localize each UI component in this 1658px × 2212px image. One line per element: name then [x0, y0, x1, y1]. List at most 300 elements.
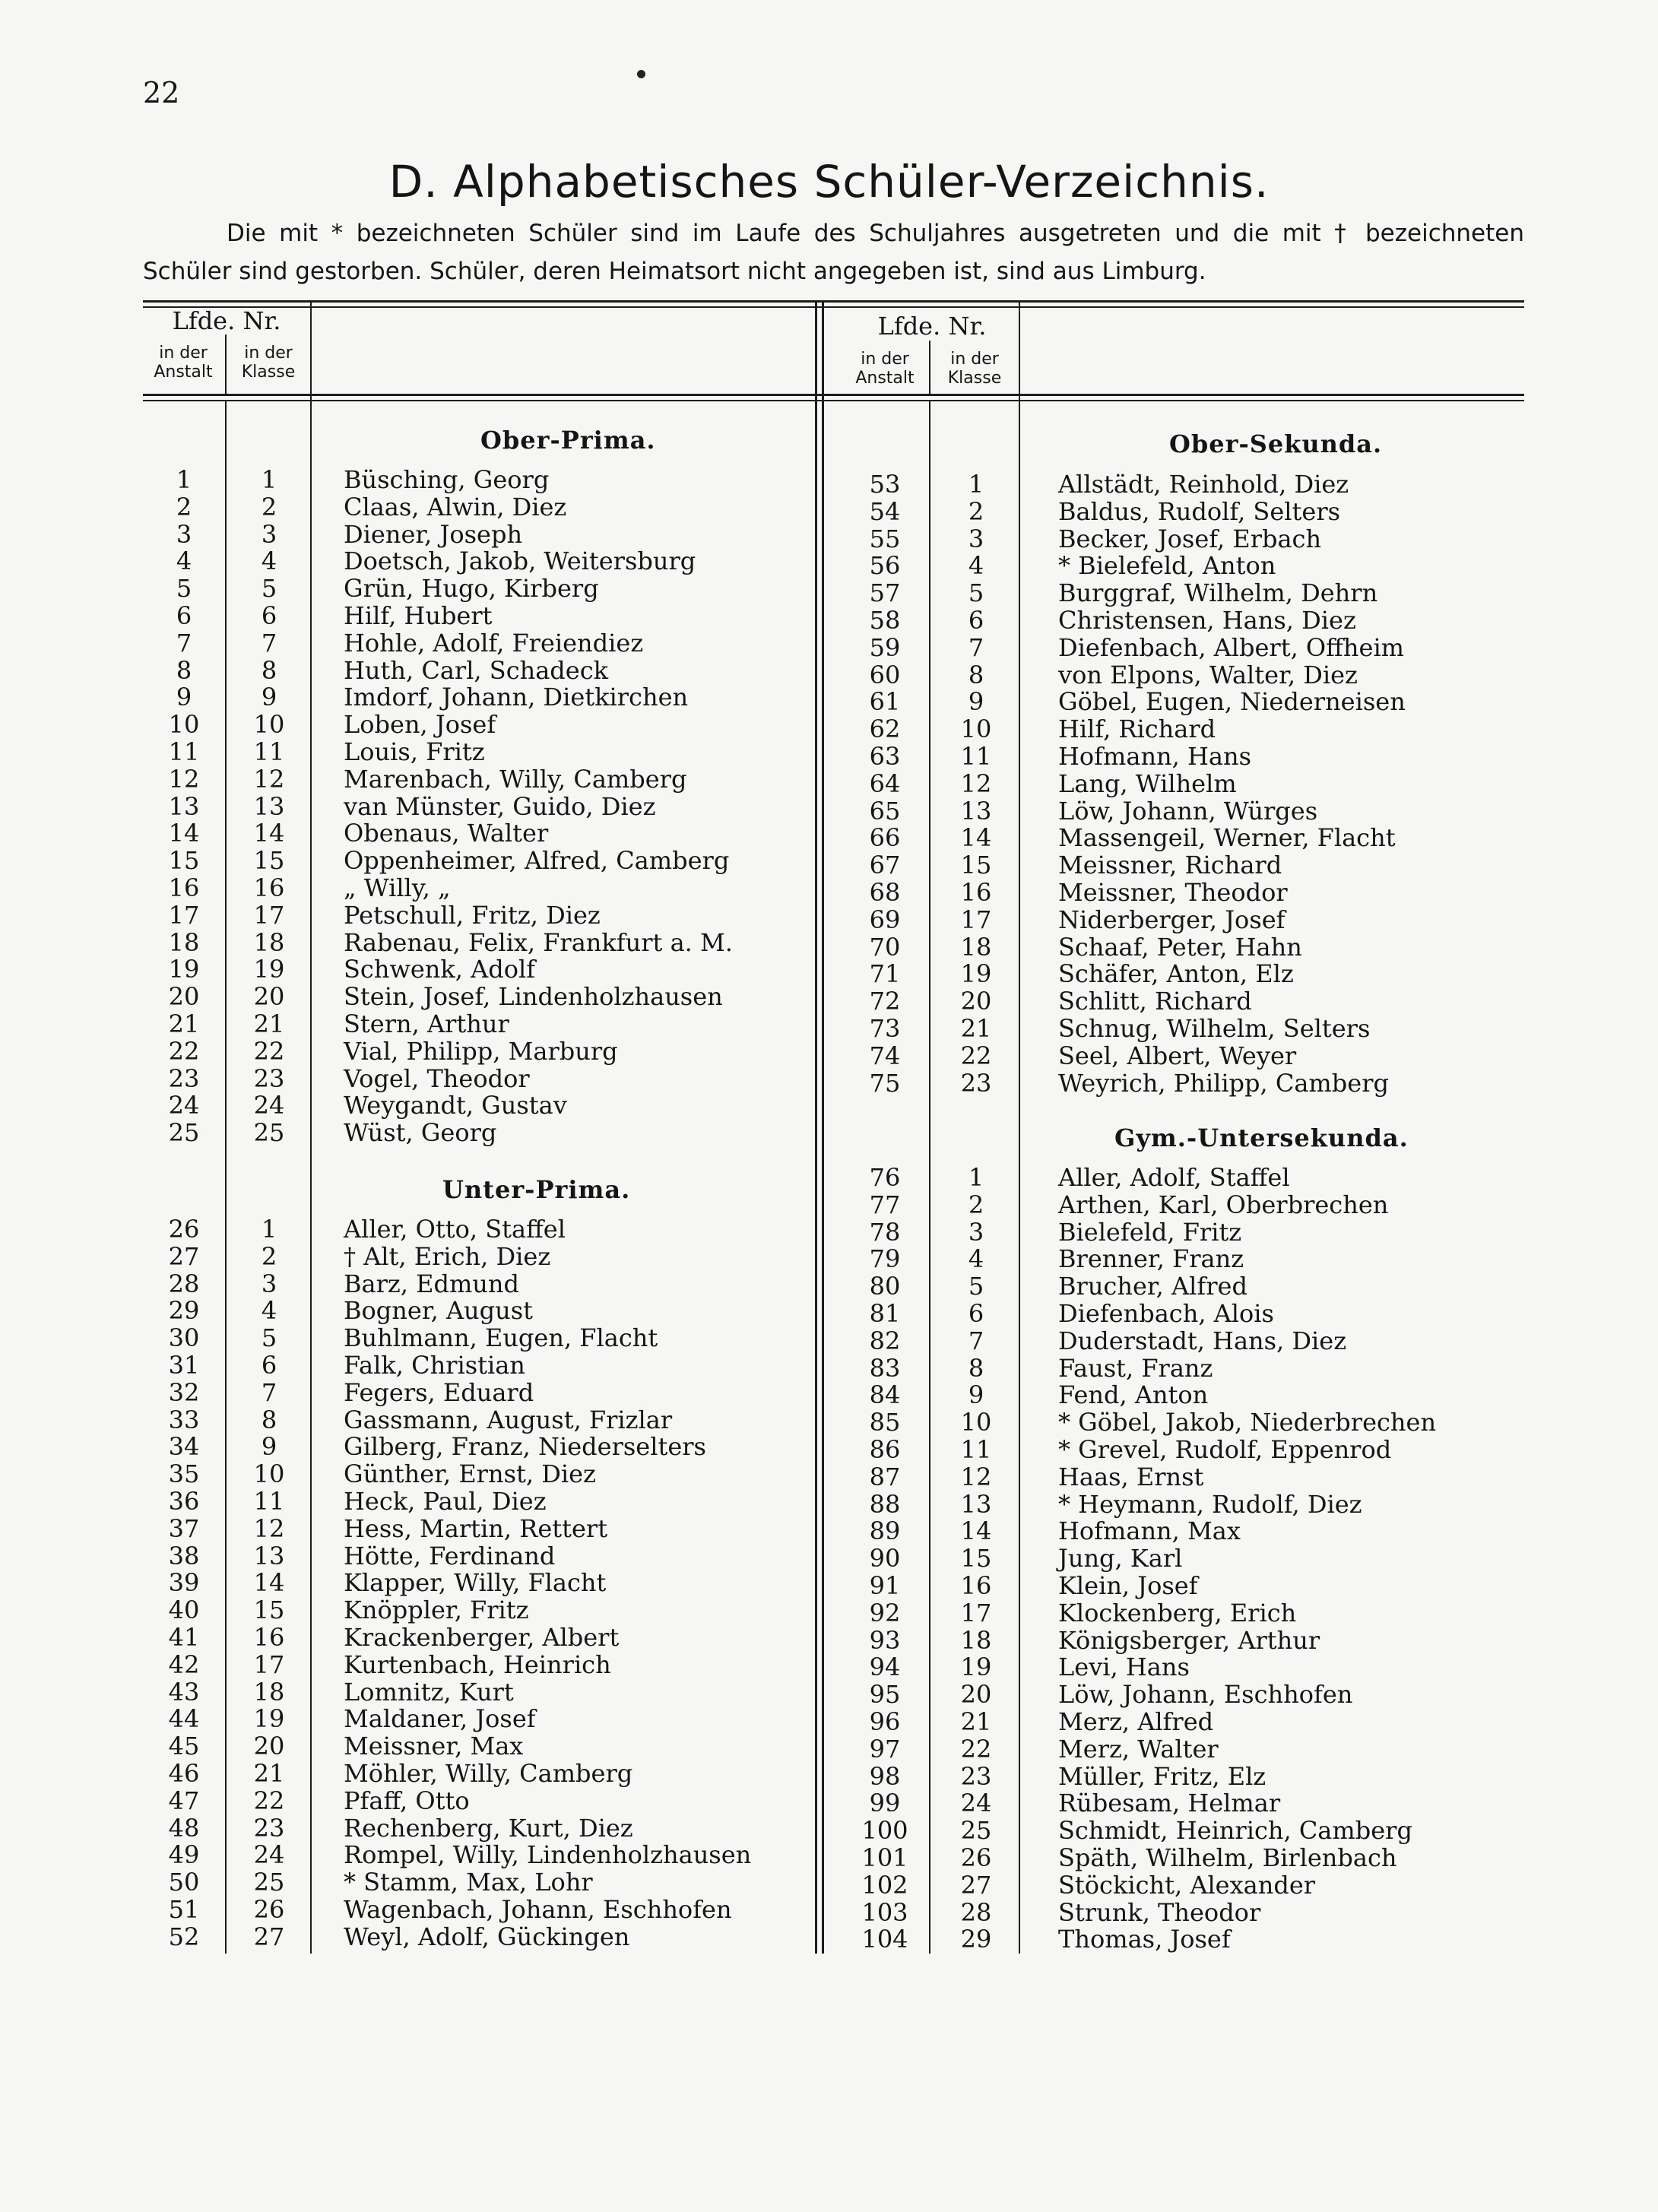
student-name: Fend, Anton [1058, 1380, 1209, 1410]
klasse-number: 2 [261, 492, 277, 521]
anstalt-number: 97 [869, 1734, 901, 1764]
student-name: Diefenbach, Albert, Offheim [1058, 632, 1405, 662]
klasse-number: 7 [968, 632, 984, 662]
klasse-number: 25 [253, 1118, 285, 1148]
anstalt-number: 103 [861, 1897, 908, 1927]
klasse-number: 1 [968, 470, 984, 499]
student-name: Göbel, Eugen, Niederneisen [1058, 687, 1406, 717]
anstalt-number: 55 [869, 524, 901, 553]
klasse-number: 20 [960, 987, 992, 1016]
klasse-number: 8 [968, 1353, 984, 1383]
anstalt-number: 51 [168, 1895, 200, 1924]
table-top-rule [143, 300, 1524, 303]
student-name: von Elpons, Walter, Diez [1058, 660, 1358, 689]
student-name: Becker, Josef, Erbach [1058, 524, 1322, 553]
intro-text: Die mit * bezeichneten Schüler sind im Laufe des Schuljahres ausgetreten und die mit † bezeichneten Schüler sind gestorben. Schüler, deren Heimatsort nicht angegeben ist, sind aus Limburg. [143, 220, 1524, 285]
klasse-number: 9 [968, 687, 984, 717]
student-name: Meissner, Richard [1058, 851, 1282, 880]
klasse-number: 14 [253, 1568, 285, 1598]
klasse-number: 14 [960, 823, 992, 853]
anstalt-number: 101 [861, 1843, 908, 1872]
student-name: Merz, Walter [1058, 1734, 1219, 1764]
klasse-number: 6 [261, 1351, 277, 1380]
klasse-number: 22 [253, 1036, 285, 1066]
anstalt-number: 46 [168, 1759, 200, 1788]
student-name: Arthen, Karl, Oberbrechen [1058, 1190, 1389, 1219]
anstalt-number: 45 [168, 1732, 200, 1761]
anstalt-number: 61 [869, 687, 901, 717]
anstalt-number: 88 [869, 1489, 901, 1519]
student-name: van Münster, Guido, Diez [344, 791, 656, 821]
anstalt-number: 35 [168, 1459, 200, 1489]
klasse-number: 17 [960, 905, 992, 934]
anstalt-number: 17 [168, 900, 200, 930]
klasse-number: 12 [960, 768, 992, 798]
student-name: Schaaf, Peter, Hahn [1058, 932, 1302, 962]
col-divider-right [929, 341, 930, 394]
student-name: Marenbach, Willy, Camberg [344, 764, 687, 794]
table-top-rule-2 [143, 306, 1524, 308]
anstalt-number: 82 [869, 1326, 901, 1355]
anstalt-number: 8 [176, 655, 192, 685]
anstalt-number: 43 [168, 1677, 200, 1707]
klasse-number: 20 [253, 1732, 285, 1761]
klasse-number: 4 [261, 547, 277, 576]
klasse-number: 5 [261, 1323, 277, 1353]
anstalt-number: 1 [176, 465, 192, 494]
klasse-number: 7 [261, 1377, 277, 1407]
anstalt-number: 3 [176, 519, 192, 549]
student-name: Gilberg, Franz, Niederselters [344, 1432, 706, 1462]
klasse-number: 12 [960, 1462, 992, 1491]
klasse-number: 19 [960, 1653, 992, 1682]
anstalt-number: 5 [176, 574, 192, 604]
klasse-number: 21 [253, 1009, 285, 1038]
student-name: * Heymann, Rudolf, Diez [1058, 1489, 1362, 1519]
klasse-number: 27 [960, 1870, 992, 1900]
anstalt-number: 102 [861, 1870, 908, 1900]
anstalt-number: 27 [168, 1241, 200, 1271]
klasse-number: 2 [968, 496, 984, 526]
anstalt-number: 39 [168, 1568, 200, 1598]
student-name: Pfaff, Otto [344, 1786, 470, 1815]
klasse-header-left: in der Klasse [241, 344, 296, 382]
student-name: Meissner, Max [344, 1732, 524, 1761]
student-name: Schmidt, Heinrich, Camberg [1058, 1816, 1412, 1846]
anstalt-number: 7 [176, 628, 192, 658]
klasse-number: 8 [968, 660, 984, 689]
student-name: Weygandt, Gustav [344, 1091, 567, 1120]
student-name: Brucher, Alfred [1058, 1272, 1247, 1301]
student-name: Burggraf, Wilhelm, Dehrn [1058, 578, 1378, 608]
header-bottom-rule [143, 394, 1524, 396]
anstalt-number: 100 [861, 1816, 908, 1846]
section-title: Ober-Prima. [480, 426, 656, 455]
anstalt-number: 93 [869, 1625, 901, 1655]
klasse-number: 16 [960, 878, 992, 907]
klasse-number: 5 [968, 1272, 984, 1301]
student-name: Aller, Otto, Staffel [344, 1215, 566, 1244]
klasse-number: 20 [960, 1680, 992, 1710]
lfde-nr-header-right: Lfde. Nr. [877, 312, 987, 341]
anstalt-number: 28 [168, 1269, 200, 1298]
anstalt-number: 2 [176, 492, 192, 521]
anstalt-number: 57 [869, 578, 901, 608]
student-name: Levi, Hans [1058, 1653, 1190, 1682]
klasse-number: 10 [960, 715, 992, 744]
klasse-number: 7 [261, 628, 277, 658]
klasse-number: 4 [968, 1244, 984, 1274]
anstalt-number: 25 [168, 1118, 200, 1148]
student-name: * Bielefeld, Anton [1058, 551, 1276, 581]
student-name: Weyrich, Philipp, Camberg [1058, 1068, 1389, 1098]
student-name: Louis, Fritz [344, 737, 485, 766]
student-name: Lomnitz, Kurt [344, 1677, 514, 1707]
klasse-number: 20 [253, 982, 285, 1012]
klasse-number: 3 [261, 519, 277, 549]
klasse-number: 21 [960, 1014, 992, 1043]
student-name: Löw, Johann, Würges [1058, 796, 1318, 826]
anstalt-number: 44 [168, 1704, 200, 1734]
klasse-number: 16 [960, 1571, 992, 1600]
klasse-number: 11 [253, 737, 285, 766]
anstalt-number: 4 [176, 547, 192, 576]
klasse-number: 9 [968, 1380, 984, 1410]
anstalt-number: 49 [168, 1840, 200, 1870]
klasse-number: 26 [960, 1843, 992, 1872]
student-name: Maldaner, Josef [344, 1704, 536, 1734]
anstalt-number: 52 [168, 1922, 200, 1951]
klasse-number: 26 [253, 1895, 285, 1924]
klasse-number: 1 [261, 465, 277, 494]
student-name: Klapper, Willy, Flacht [344, 1568, 607, 1598]
anstalt-number: 14 [168, 819, 200, 848]
anstalt-number: 29 [168, 1296, 200, 1326]
student-name: Strunk, Theodor [1058, 1897, 1261, 1927]
student-name: Falk, Christian [344, 1351, 525, 1380]
anstalt-number: 26 [168, 1215, 200, 1244]
anstalt-number: 95 [869, 1680, 901, 1710]
anstalt-number: 78 [869, 1217, 901, 1247]
anstalt-number: 74 [869, 1041, 901, 1070]
anstalt-number: 60 [869, 660, 901, 689]
klasse-number: 22 [960, 1041, 992, 1070]
student-name: Rabenau, Felix, Frankfurt a. M. [344, 927, 733, 957]
klasse-number: 23 [960, 1761, 992, 1791]
student-name: * Grevel, Rudolf, Eppenrod [1058, 1435, 1392, 1464]
student-name: Hilf, Richard [1058, 715, 1216, 744]
student-name: Löw, Johann, Eschhofen [1058, 1680, 1353, 1710]
student-name: Günther, Ernst, Diez [344, 1459, 596, 1489]
klasse-number: 24 [253, 1840, 285, 1870]
student-name: Schnug, Wilhelm, Selters [1058, 1014, 1371, 1043]
student-name: Weyl, Adolf, Gückingen [344, 1922, 630, 1951]
lfde-nr-header-left: Lfde. Nr. [172, 306, 281, 335]
student-name: Oppenheimer, Alfred, Camberg [344, 846, 730, 876]
anstalt-number: 94 [869, 1653, 901, 1682]
klasse-number: 1 [261, 1215, 277, 1244]
student-name: Lang, Wilhelm [1058, 768, 1237, 798]
student-name: Rompel, Willy, Lindenholzhausen [344, 1840, 752, 1870]
student-name: Möhler, Willy, Camberg [344, 1759, 633, 1788]
student-name: Schlitt, Richard [1058, 987, 1252, 1016]
student-name: Thomas, Josef [1058, 1925, 1231, 1954]
anstalt-number: 15 [168, 846, 200, 876]
student-name: Bielefeld, Fritz [1058, 1217, 1242, 1247]
klasse-number: 8 [261, 655, 277, 685]
anstalt-number: 10 [168, 710, 200, 740]
anstalt-number: 37 [168, 1513, 200, 1543]
klasse-number: 6 [968, 606, 984, 635]
klasse-number: 21 [253, 1759, 285, 1788]
anstalt-number: 81 [869, 1299, 901, 1328]
klasse-number: 6 [968, 1299, 984, 1328]
student-name: Niderberger, Josef [1058, 905, 1286, 934]
student-name: Heck, Paul, Diez [344, 1487, 547, 1516]
anstalt-number: 48 [168, 1813, 200, 1843]
anstalt-number: 62 [869, 715, 901, 744]
anstalt-number: 34 [168, 1432, 200, 1462]
student-name: Klockenberg, Erich [1058, 1598, 1297, 1627]
klasse-number: 4 [261, 1296, 277, 1326]
anstalt-number: 73 [869, 1014, 901, 1043]
student-name: Diefenbach, Alois [1058, 1299, 1274, 1328]
klasse-number: 15 [960, 851, 992, 880]
anstalt-number: 71 [869, 959, 901, 989]
col-divider-left-body [225, 401, 227, 1954]
student-name: Gassmann, August, Frizlar [344, 1405, 673, 1434]
student-name: Faust, Franz [1058, 1353, 1213, 1383]
klasse-number: 17 [960, 1598, 992, 1627]
anstalt-number: 75 [869, 1068, 901, 1098]
student-name: Müller, Fritz, Elz [1058, 1761, 1266, 1791]
anstalt-number: 65 [869, 796, 901, 826]
anstalt-number: 58 [869, 606, 901, 635]
col-divider-left [225, 334, 227, 394]
student-name: Barz, Edmund [344, 1269, 519, 1298]
student-name: Claas, Alwin, Diez [344, 492, 567, 521]
col-divider-right-name [1019, 303, 1020, 1954]
student-name: Büsching, Georg [344, 465, 550, 494]
student-name: Schäfer, Anton, Elz [1058, 959, 1294, 989]
anstalt-number: 53 [869, 470, 901, 499]
klasse-number: 12 [253, 764, 285, 794]
student-name: Klein, Josef [1058, 1571, 1198, 1600]
student-name: Knöppler, Fritz [344, 1596, 529, 1625]
anstalt-number: 85 [869, 1408, 901, 1437]
student-name: Stein, Josef, Lindenholzhausen [344, 982, 723, 1012]
klasse-number: 19 [253, 955, 285, 984]
anstalt-number: 92 [869, 1598, 901, 1627]
klasse-number: 23 [960, 1068, 992, 1098]
klasse-number: 3 [261, 1269, 277, 1298]
anstalt-number: 99 [869, 1789, 901, 1818]
klasse-number: 18 [253, 1677, 285, 1707]
anstalt-number: 69 [869, 905, 901, 934]
student-name: Späth, Wilhelm, Birlenbach [1058, 1843, 1397, 1872]
student-name: Schwenk, Adolf [344, 955, 536, 984]
anstalt-number: 96 [869, 1707, 901, 1736]
student-name: Massengeil, Werner, Flacht [1058, 823, 1396, 853]
student-name: Hess, Martin, Rettert [344, 1513, 608, 1543]
klasse-number: 6 [261, 601, 277, 630]
student-name: Vogel, Theodor [344, 1063, 530, 1093]
student-name: Imdorf, Johann, Dietkirchen [344, 683, 689, 712]
anstalt-number: 66 [869, 823, 901, 853]
section-title: Ober-Sekunda. [1169, 429, 1383, 458]
section-title: Gym.-Untersekunda. [1114, 1123, 1409, 1152]
student-name: Brenner, Franz [1058, 1244, 1244, 1274]
klasse-number: 18 [253, 927, 285, 957]
anstalt-number: 64 [869, 768, 901, 798]
anstalt-number: 38 [168, 1541, 200, 1570]
klasse-number: 10 [960, 1408, 992, 1437]
student-name: Grün, Hugo, Kirberg [344, 574, 599, 604]
student-name: Loben, Josef [344, 710, 496, 740]
klasse-number: 4 [968, 551, 984, 581]
student-name: Hilf, Hubert [344, 601, 493, 630]
anstalt-number: 91 [869, 1571, 901, 1600]
anstalt-number: 76 [869, 1163, 901, 1192]
col-divider-left-name [310, 303, 312, 1954]
student-name: Obenaus, Walter [344, 819, 549, 848]
anstalt-number: 9 [176, 683, 192, 712]
section-title: Unter-Prima. [442, 1175, 631, 1204]
klasse-number: 15 [253, 1596, 285, 1625]
student-name: Hohle, Adolf, Freiendiez [344, 628, 644, 658]
klasse-number: 15 [253, 846, 285, 876]
anstalt-number: 50 [168, 1868, 200, 1897]
klasse-number: 29 [960, 1925, 992, 1954]
klasse-number: 11 [960, 742, 992, 771]
student-name: Hofmann, Hans [1058, 742, 1252, 771]
anstalt-number: 77 [869, 1190, 901, 1219]
col-divider-center-2 [822, 303, 824, 1954]
klasse-number: 22 [960, 1734, 992, 1764]
anstalt-number: 21 [168, 1009, 200, 1038]
klasse-number: 24 [253, 1091, 285, 1120]
anstalt-number: 11 [168, 737, 200, 766]
student-name: Haas, Ernst [1058, 1462, 1204, 1491]
anstalt-number: 6 [176, 601, 192, 630]
student-name: Diener, Joseph [344, 519, 523, 549]
klasse-number: 13 [253, 791, 285, 821]
student-name: Rechenberg, Kurt, Diez [344, 1813, 633, 1843]
anstalt-number: 36 [168, 1487, 200, 1516]
anstalt-number: 87 [869, 1462, 901, 1491]
klasse-number: 25 [253, 1868, 285, 1897]
student-name: Duderstadt, Hans, Diez [1058, 1326, 1347, 1355]
student-name: Stern, Arthur [344, 1009, 509, 1038]
anstalt-number: 54 [869, 496, 901, 526]
klasse-number: 2 [261, 1241, 277, 1271]
student-name: Vial, Philipp, Marburg [344, 1036, 618, 1066]
klasse-number: 23 [253, 1813, 285, 1843]
anstalt-number: 22 [168, 1036, 200, 1066]
anstalt-header-left: in der Anstalt [154, 344, 213, 382]
anstalt-number: 13 [168, 791, 200, 821]
klasse-number: 19 [253, 1704, 285, 1734]
anstalt-number: 23 [168, 1063, 200, 1093]
klasse-number: 8 [261, 1405, 277, 1434]
col-divider-right-body [929, 401, 930, 1954]
student-name: Wagenbach, Johann, Eschhofen [344, 1895, 732, 1924]
top-dot [637, 70, 645, 78]
klasse-number: 16 [253, 1623, 285, 1652]
anstalt-number: 24 [168, 1091, 200, 1120]
klasse-number: 9 [261, 683, 277, 712]
anstalt-number: 83 [869, 1353, 901, 1383]
anstalt-number: 30 [168, 1323, 200, 1353]
klasse-number: 16 [253, 873, 285, 902]
anstalt-number: 67 [869, 851, 901, 880]
anstalt-number: 70 [869, 932, 901, 962]
klasse-number: 3 [968, 1217, 984, 1247]
student-name: Allstädt, Reinhold, Diez [1058, 470, 1349, 499]
student-name: Stöckicht, Alexander [1058, 1870, 1316, 1900]
klasse-number: 9 [261, 1432, 277, 1462]
anstalt-number: 41 [168, 1623, 200, 1652]
klasse-number: 21 [960, 1707, 992, 1736]
klasse-number: 14 [960, 1516, 992, 1546]
anstalt-number: 79 [869, 1244, 901, 1274]
klasse-number: 14 [253, 819, 285, 848]
student-name: Jung, Karl [1058, 1544, 1183, 1573]
anstalt-number: 56 [869, 551, 901, 581]
anstalt-number: 80 [869, 1272, 901, 1301]
page-title: D. Alphabetisches Schüler-Verzeichnis. [388, 156, 1270, 208]
student-name: Meissner, Theodor [1058, 878, 1288, 907]
anstalt-number: 20 [168, 982, 200, 1012]
page-number: 22 [143, 76, 180, 109]
klasse-number: 2 [968, 1190, 984, 1219]
klasse-number: 13 [253, 1541, 285, 1570]
student-name: Baldus, Rudolf, Selters [1058, 496, 1341, 526]
student-name: Bogner, August [344, 1296, 534, 1326]
klasse-number: 10 [253, 710, 285, 740]
klasse-number: 15 [960, 1544, 992, 1573]
student-name: Hötte, Ferdinand [344, 1541, 556, 1570]
klasse-number: 1 [968, 1163, 984, 1192]
klasse-number: 13 [960, 1489, 992, 1519]
student-name: Wüst, Georg [344, 1118, 497, 1148]
anstalt-number: 33 [168, 1405, 200, 1434]
header-bottom-rule-2 [143, 400, 1524, 401]
klasse-number: 18 [960, 1625, 992, 1655]
anstalt-number: 68 [869, 878, 901, 907]
klasse-number: 10 [253, 1459, 285, 1489]
student-name: Merz, Alfred [1058, 1707, 1214, 1736]
anstalt-number: 16 [168, 873, 200, 902]
student-name: Seel, Albert, Weyer [1058, 1041, 1297, 1070]
student-name: Petschull, Fritz, Diez [344, 900, 601, 930]
klasse-number: 27 [253, 1922, 285, 1951]
student-name: Buhlmann, Eugen, Flacht [344, 1323, 658, 1353]
anstalt-number: 98 [869, 1761, 901, 1791]
klasse-number: 23 [253, 1063, 285, 1093]
anstalt-number: 90 [869, 1544, 901, 1573]
anstalt-number: 31 [168, 1351, 200, 1380]
klasse-number: 28 [960, 1897, 992, 1927]
student-name: „ Willy, „ [344, 873, 451, 902]
anstalt-number: 12 [168, 764, 200, 794]
student-name: Königsberger, Arthur [1058, 1625, 1320, 1655]
klasse-number: 22 [253, 1786, 285, 1815]
klasse-number: 3 [968, 524, 984, 553]
klasse-number: 5 [968, 578, 984, 608]
anstalt-number: 59 [869, 632, 901, 662]
anstalt-number: 32 [168, 1377, 200, 1407]
